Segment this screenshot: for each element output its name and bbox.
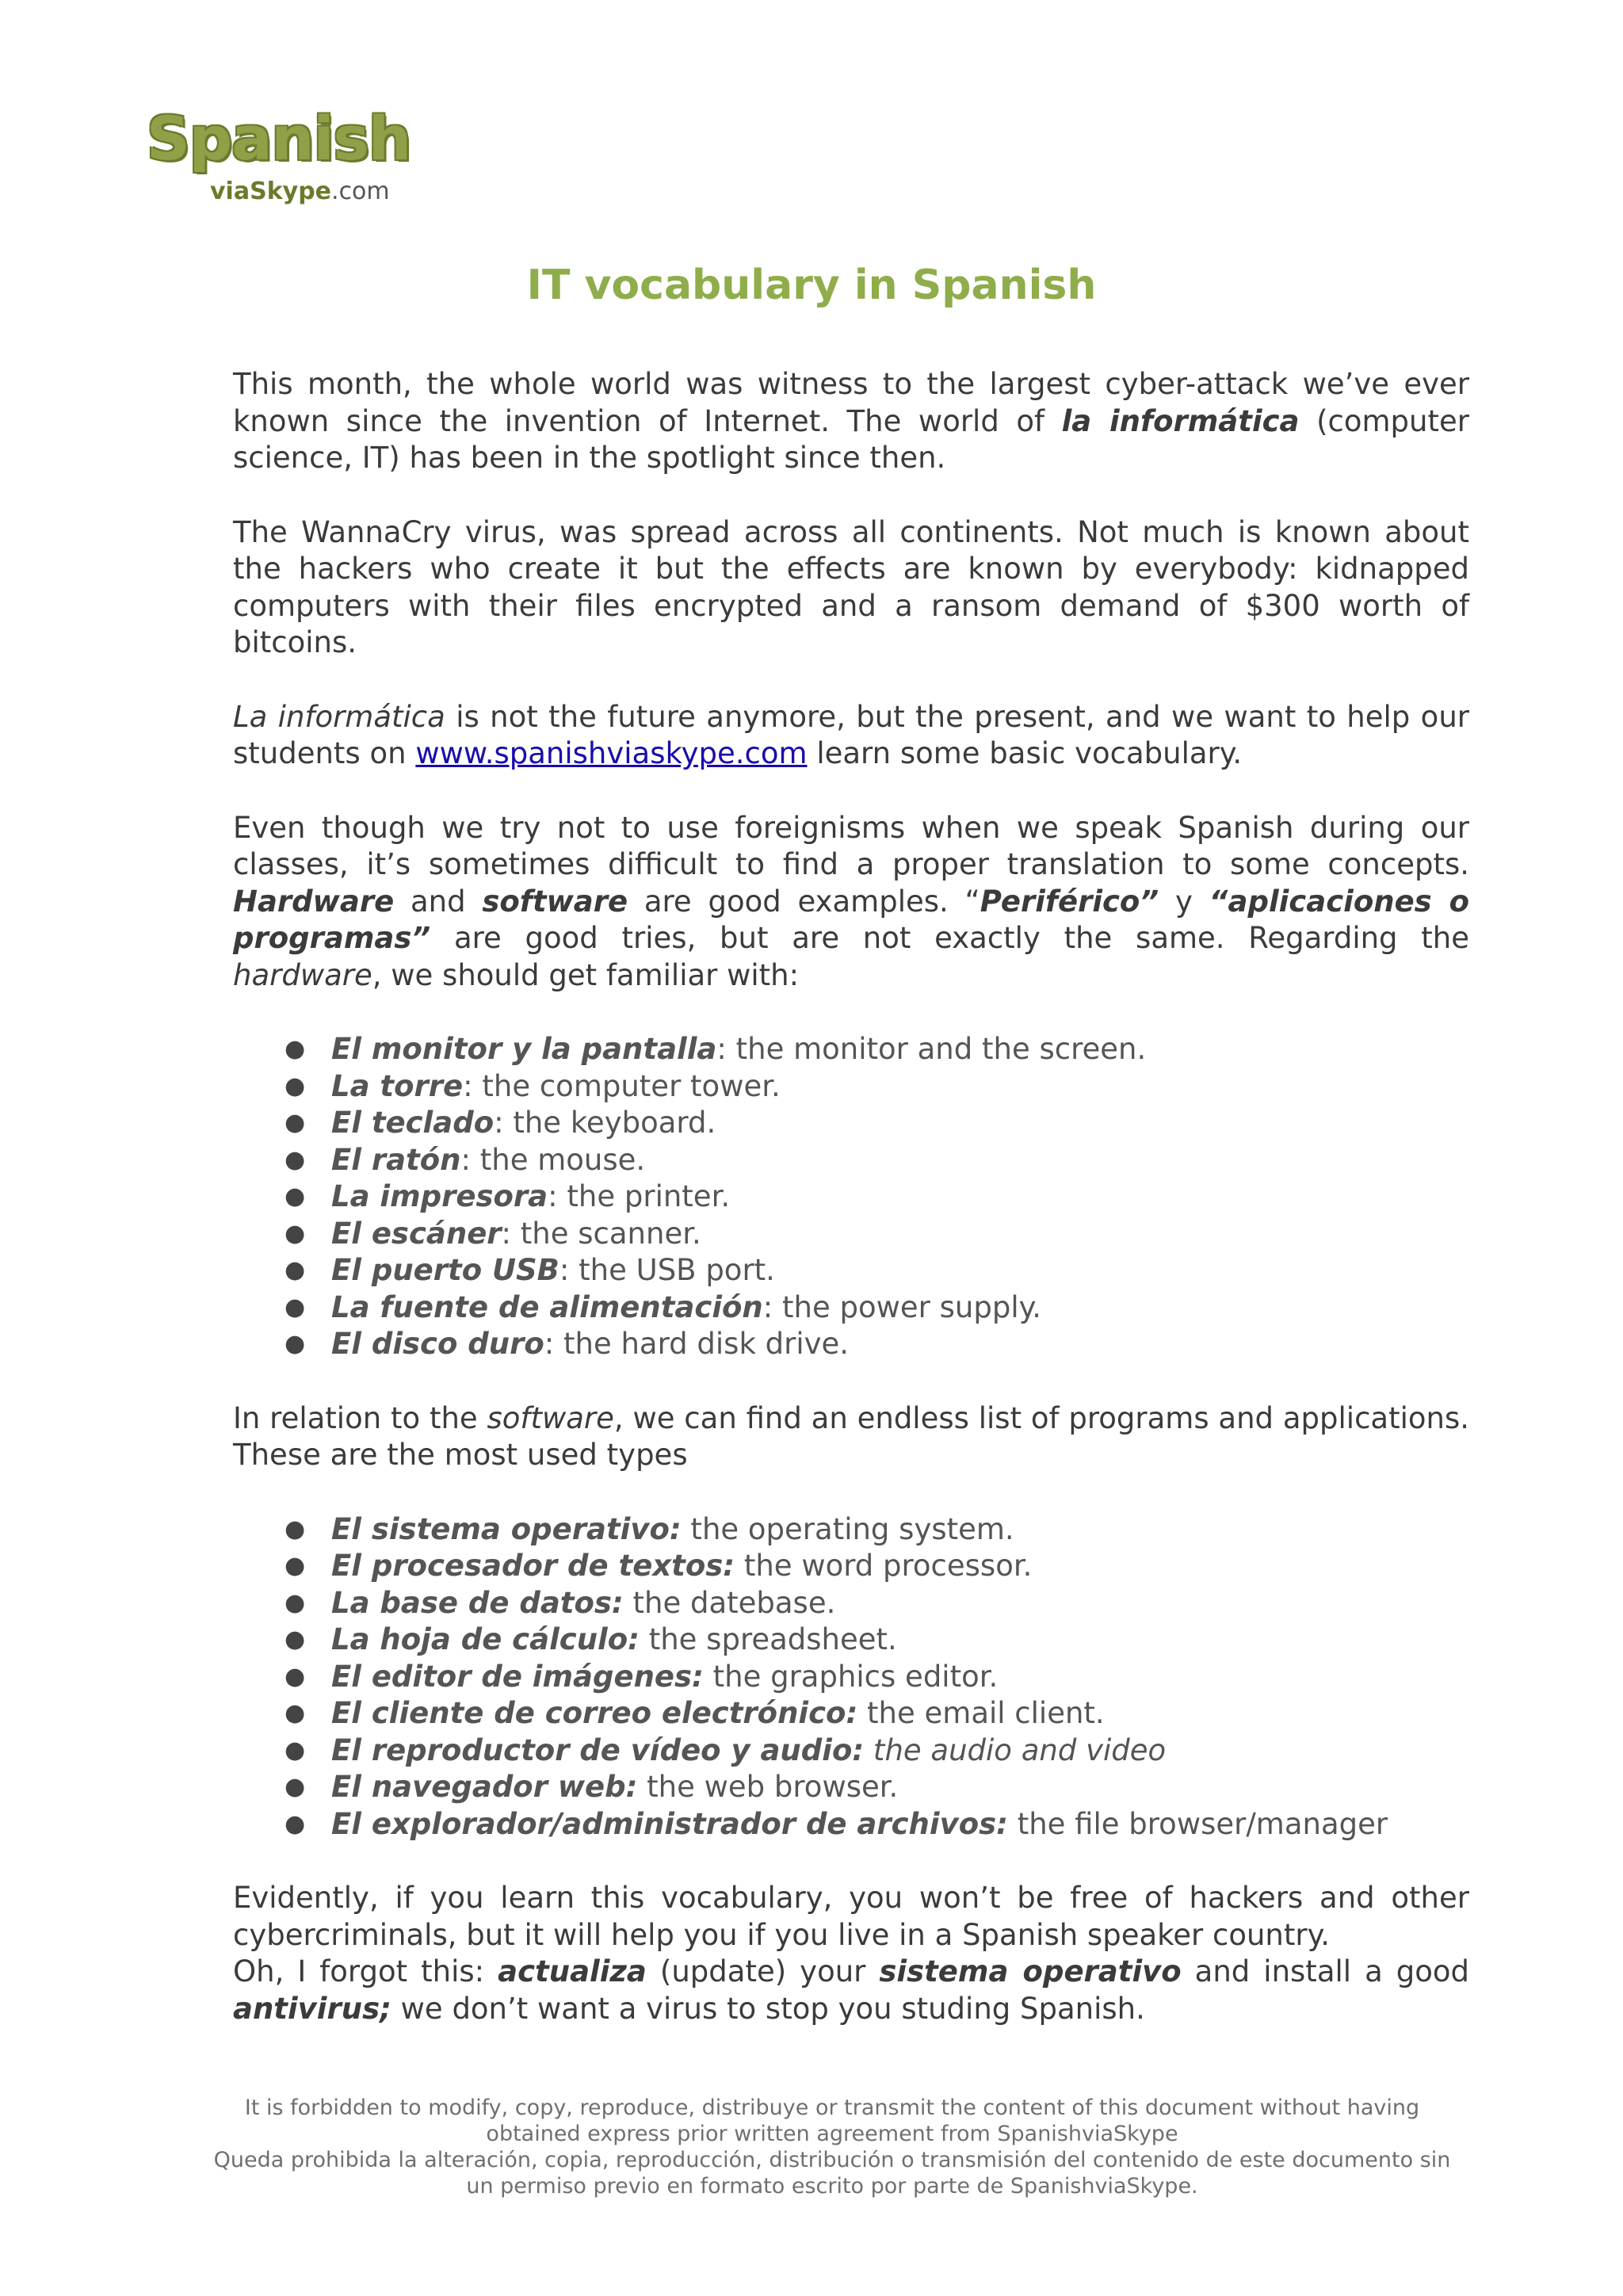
bullet-icon: ●: [285, 1736, 306, 1764]
logo-subtitle: viaSkype.com: [210, 178, 390, 205]
bullet-icon: ●: [285, 1109, 306, 1137]
list-item: ● El procesador de textos: the word processor.: [233, 1548, 1469, 1585]
article-body: [233, 366, 1469, 2027]
bullet-icon: ●: [285, 1330, 306, 1358]
list-item: ● El cliente de correo electrónico: the email client.: [233, 1695, 1469, 1733]
list-item: ● El teclado: the keyboard.: [233, 1105, 1469, 1142]
bullet-icon: ●: [285, 1182, 306, 1210]
list-item: ● La impresora: the printer.: [233, 1179, 1469, 1216]
list-item: ● El sistema operativo: the operating system.: [233, 1511, 1469, 1549]
footer-english: It is forbidden to modify, copy, reproduce, distribuye or transmit the content of this document without having obtained express prior written agreement from SpanishviaSkype: [244, 2095, 1420, 2146]
bullet-icon: ●: [285, 1515, 306, 1543]
hardware-list: [233, 1031, 1469, 1363]
paragraph-evidently: Evidently, if you learn this vocabulary, you won’t be free of hackers and other cybercriminals, but it will help you if you live in a Spanish speaker country.: [233, 1881, 1469, 1952]
list-item: ● El puerto USB: the USB port.: [233, 1252, 1469, 1289]
bullet-icon: ●: [285, 1256, 306, 1284]
list-item: ● La base de datos: the datebase.: [233, 1585, 1469, 1622]
paragraph-foreignisms: Even though we try not to use foreignisms when we speak Spanish during our classes, it’s sometimes difficult to find a proper translation to some concepts. Hardware and software are good examples. “Periférico” y “aplicaciones o programas” are good tries, but are not exactly the same. Regarding the hardware, we should get familiar with:: [233, 810, 1470, 992]
list-item: ● El reproductor de vídeo y audio: the audio and video: [233, 1733, 1469, 1770]
paragraph-intro: This month, the whole world was witness to the largest cyber-attack we’ve ever known since the invention of Internet. The world of la informática (computer science, IT) has been in the spotlight since then.: [233, 367, 1469, 475]
list-item: ● La fuente de alimentación: the power supply.: [233, 1289, 1469, 1327]
bullet-icon: ●: [285, 1699, 306, 1727]
bullet-icon: ●: [285, 1773, 306, 1801]
bullet-icon: ●: [285, 1809, 306, 1838]
list-item: ● El ratón: the mouse.: [233, 1142, 1469, 1179]
list-item: ● La hoja de cálculo: the spreadsheet.: [233, 1622, 1469, 1659]
list-item: ● El editor de imágenes: the graphics editor.: [233, 1659, 1469, 1696]
copyright-footer: [198, 2095, 1466, 2199]
software-list: [233, 1511, 1469, 1843]
paragraph-software: In relation to the software, we can find an endless list of programs and applications. These are the most used types: [233, 1400, 1469, 1472]
bullet-icon: ●: [285, 1588, 306, 1617]
bullet-icon: ●: [285, 1552, 306, 1580]
list-item: ● La torre: the computer tower.: [233, 1068, 1469, 1106]
site-logo: [147, 103, 411, 222]
page-title: IT vocabulary in Spanish: [526, 262, 1097, 309]
bullet-icon: ●: [285, 1662, 306, 1690]
footer-spanish: Queda prohibida la alteración, copia, reproducción, distribución o transmisión del contenido de este documento sin un permiso previo en formato escrito por parte de SpanishviaSkype.: [213, 2148, 1451, 2199]
list-item: ● El navegador web: the web browser.: [233, 1769, 1469, 1806]
bullet-icon: ●: [285, 1626, 306, 1653]
bullet-icon: ●: [285, 1219, 306, 1247]
logo-wordmark: Spanish: [147, 103, 411, 174]
list-item: ● El monitor y la pantalla: the monitor and the screen.: [233, 1031, 1469, 1068]
website-link[interactable]: www.spanishviaskype.com: [415, 736, 808, 770]
paragraph-closing: Oh, I forgot this: actualiza (update) your sistema operativo and install a good antivirus; we don’t want a virus to stop you studing Spanish.: [233, 1954, 1469, 2026]
list-item: ● El escáner: the scanner.: [233, 1216, 1469, 1253]
paragraph-informatica: La informática is not the future anymore, but the present, and we want to help our students on www.spanishviaskype.com learn some basic vocabulary.: [233, 699, 1469, 770]
list-item: ● El explorador/administrador de archivos: the file browser/manager: [233, 1806, 1469, 1843]
list-item: ● El disco duro: the hard disk drive.: [233, 1326, 1469, 1363]
bullet-icon: ●: [285, 1145, 306, 1174]
bullet-icon: ●: [285, 1072, 306, 1100]
bullet-icon: ●: [285, 1035, 306, 1063]
bullet-icon: ●: [285, 1293, 306, 1321]
paragraph-wannacry: The WannaCry virus, was spread across all continents. Not much is known about the hackers who create it but the effects are known by everybody: kidnapped computers with their files encrypted and a ransom demand of $300 worth of bitcoins.: [233, 514, 1469, 659]
